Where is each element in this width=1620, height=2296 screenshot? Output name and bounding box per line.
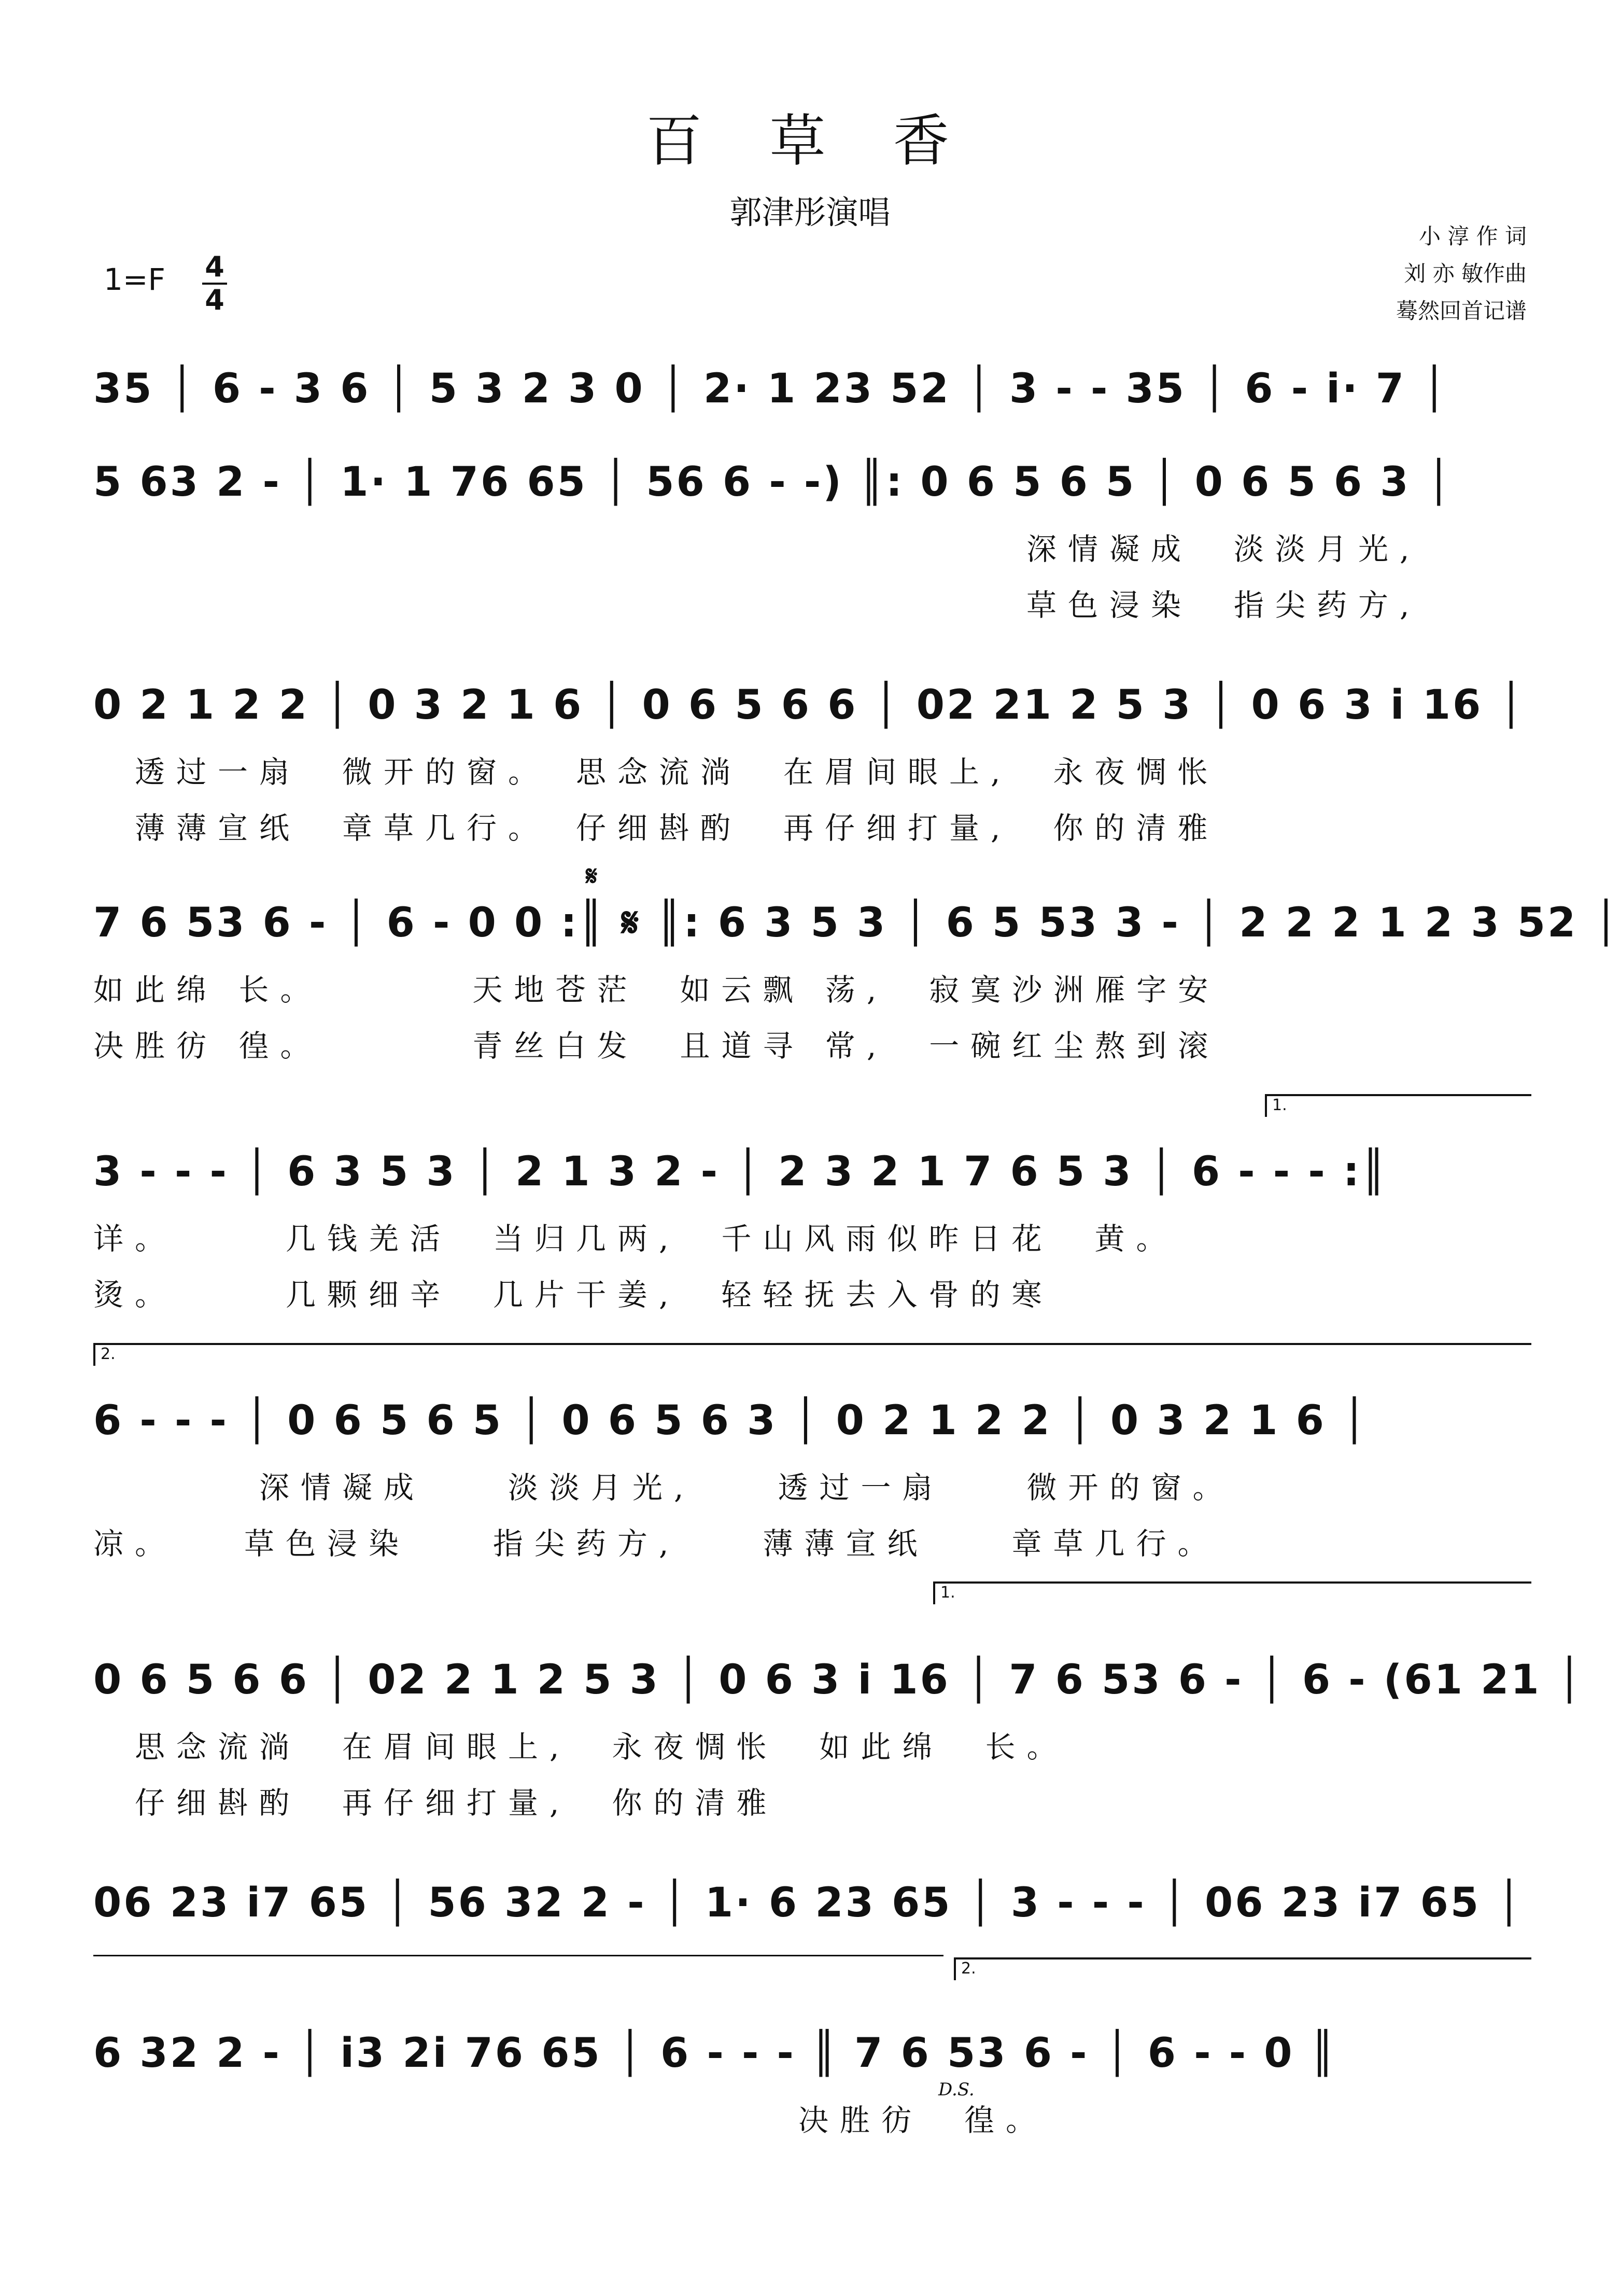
volta-2-second: 2. <box>954 1957 1531 1980</box>
performer-line: 郭津彤演唱 <box>729 193 891 231</box>
transcriber-credit: 蓦然回首记谱 <box>1396 298 1527 324</box>
system-8 <box>93 1867 1532 1939</box>
notes-line: 35 │ 6 - 3 6 │ 5 3 2 3 0 │ 2· 1 23 52 │ 3 - - 35 │ 6 - i· 7 │ <box>93 366 1449 412</box>
system-3 <box>93 669 1532 853</box>
lyric-verse-2: 决胜彷 徨。 青丝白发 且道寻 常, 一碗红尘熬到滚 <box>93 1028 1220 1063</box>
system-9 <box>93 2017 1532 2146</box>
lyric-verse-2: 草色浸染 指尖药方, <box>1026 587 1421 623</box>
time-bottom: 4 <box>205 284 224 316</box>
lyric-verse-1: 深情凝成 淡淡月光, 透过一扇 微开的窗。 <box>93 1470 1234 1505</box>
lyric-verse-2: 凉。 草色浸染 指尖药方, 薄薄宣纸 章草几行。 <box>93 1526 1219 1561</box>
notes-line: 5 63 2 - │ 1· 1 76 65 │ 56 6 - -) ║: 0 6 5 6 5 │ 0 6 5 6 3 │ <box>93 459 1453 506</box>
segno-sign: 𝄋 <box>586 861 598 892</box>
notes-line: 06 23 i7 65 │ 56 32 2 - │ 1· 6 23 65 │ 3 - - - │ 06 23 i7 65 │ <box>93 1880 1524 1926</box>
system-5 <box>93 1136 1532 1320</box>
volta-1: 1. <box>1265 1094 1531 1117</box>
composer-credit: 刘 亦 敏作曲 <box>1404 261 1527 286</box>
notes-line: 0 6 5 6 6 │ 02 2 1 2 5 3 │ 0 6 3 i 16 │ 7 6 53 6 - │ 6 - (61 21 │ <box>93 1657 1584 1703</box>
lyricist-credit: 小 淳 作 词 <box>1418 223 1527 249</box>
lyric-verse-1: 决胜彷 徨。 <box>93 2103 1048 2138</box>
system-4 <box>93 887 1620 1071</box>
time-signature <box>202 251 227 316</box>
notes-line: 3 - - - │ 6 3 5 3 │ 2 1 3 2 - │ 2 3 2 1 7 6 5 3 │ 6 - - - :║ <box>93 1149 1388 1195</box>
notes-line: 6 - - - │ 0 6 5 6 5 │ 0 6 5 6 3 │ 0 2 1 2 2 │ 0 3 2 1 6 │ <box>93 1397 1369 1444</box>
volta-1-second: 1. <box>933 1581 1531 1604</box>
lyric-verse-1: 透过一扇 微开的窗。 思念流淌 在眉间眼上, 永夜惆怅 <box>135 754 1219 790</box>
system-1 <box>93 353 1532 425</box>
notes-line: 7 6 53 6 - │ 6 - 0 0 :║ 𝄋 ║: 6 3 5 3 │ 6 5 53 3 - │ 2 2 2 1 2 3 52 │ <box>93 899 1620 946</box>
lyric-verse-1: 思念流淌 在眉间眼上, 永夜惆怅 如此绵 长。 <box>135 1729 1068 1765</box>
key-signature: 1=F <box>104 262 165 297</box>
lyric-verse-1: 详。 几钱羌活 当归几两, 千山风雨似昨日花 黄。 <box>93 1221 1178 1256</box>
system-2 <box>93 446 1532 631</box>
time-top: 4 <box>202 251 227 285</box>
volta-2: 2. <box>93 1343 1531 1366</box>
song-title: 百 草 香 <box>646 109 974 174</box>
notes-line: 0 2 1 2 2 │ 0 3 2 1 6 │ 0 6 5 6 6 │ 02 21 2 5 3 │ 0 6 3 i 16 │ <box>93 682 1526 729</box>
lyric-verse-2: 薄薄宣纸 章草几行。 仔细斟酌 再仔细打量, 你的清雅 <box>135 810 1219 846</box>
lyric-verse-2: 仔细斟酌 再仔细打量, 你的清雅 <box>135 1785 778 1821</box>
credits <box>1396 218 1527 330</box>
lyric-verse-2: 烫。 几颗细辛 几片干姜, 轻轻抚去入骨的寒 <box>93 1277 1053 1312</box>
system-6 <box>93 1384 1532 1569</box>
volta-line <box>93 1955 943 1956</box>
lyric-verse-1: 如此绵 长。 天地苍茫 如云飘 荡, 寂寞沙洲雁字安 <box>93 972 1220 1007</box>
lyric-verse-1: 深情凝成 淡淡月光, <box>1026 531 1421 567</box>
dal-segno-mark: D.S. <box>938 2079 975 2100</box>
system-7 <box>93 1644 1584 1828</box>
notes-line: 6 32 2 - │ i3 2i 76 65 │ 6 - - - ║ 7 6 53 6 - │ 6 - - 0 ║ <box>93 2030 1337 2077</box>
